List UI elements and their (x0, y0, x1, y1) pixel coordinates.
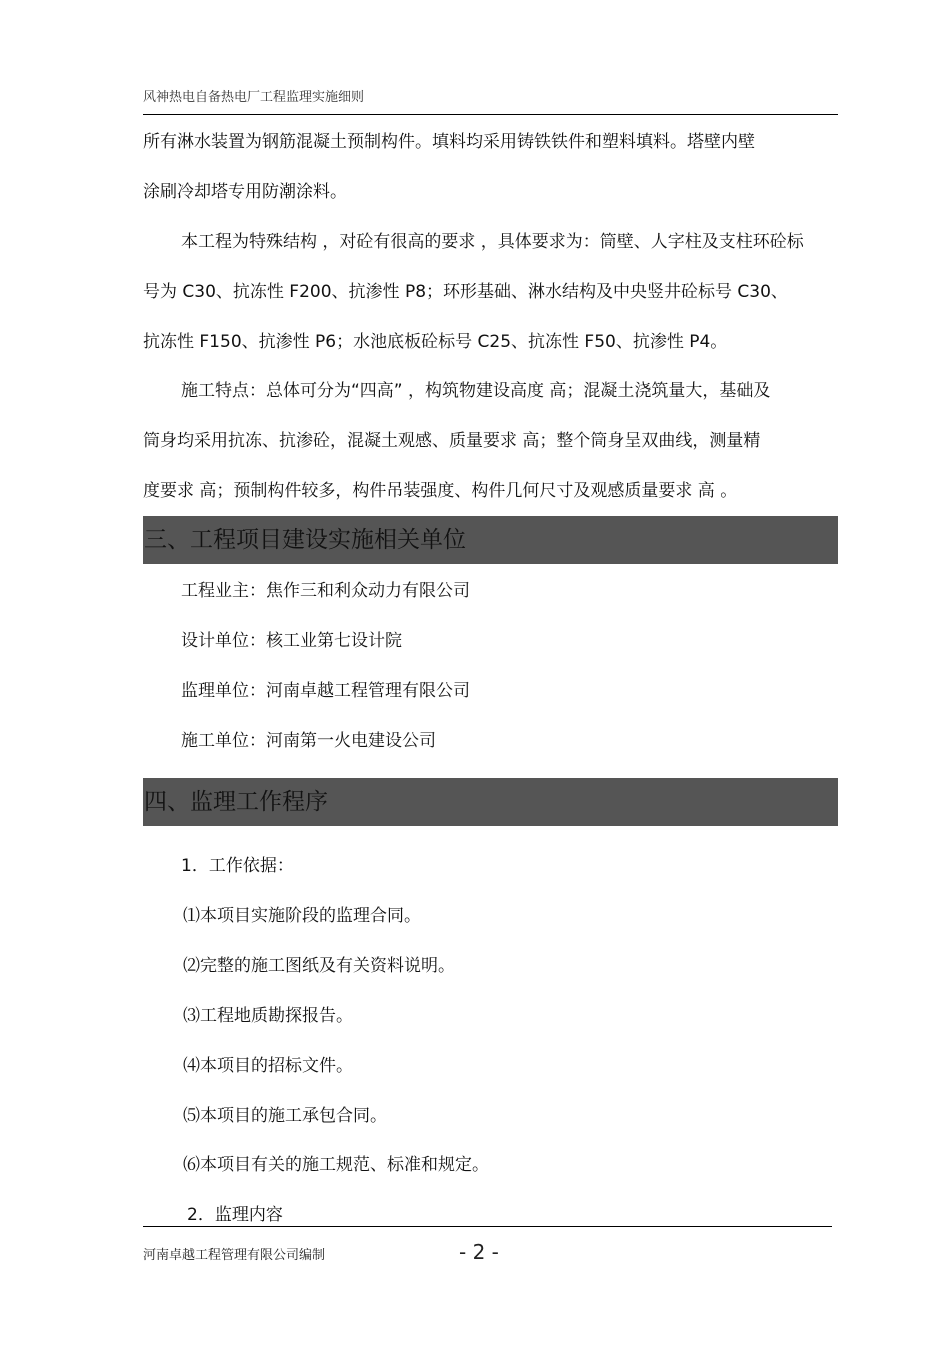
party-designer: 设计单位：核工业第七设计院 (181, 631, 402, 651)
intro-line-6: 施工特点：总体可分为“四高” ，构筑物建设高度 高；混凝土浇筑量大，基础及 (181, 381, 771, 401)
intro-line-4: 号为 C30、抗冻性 F200、抗渗性 P8；环形基础、淋水结构及中央竖井砼标号 C30、 (143, 282, 788, 302)
footer-divider (143, 1226, 832, 1227)
section-4-heading (143, 778, 838, 826)
section-3-heading (143, 516, 838, 564)
basis-item-5: ⑸本项目的施工承包合同。 (183, 1106, 387, 1126)
intro-line-5: 抗冻性 F150、抗渗性 P6；水池底板砼标号 C25、抗冻性 F50、抗渗性 P4。 (143, 332, 728, 352)
intro-line-8: 度要求 高；预制构件较多，构件吊装强度、构件几何尺寸及观感质量要求 高 。 (143, 481, 738, 501)
party-contractor: 施工单位：河南第一火电建设公司 (181, 731, 436, 751)
basis-item-4: ⑷本项目的招标文件。 (183, 1056, 353, 1076)
intro-line-1: 所有淋水装置为钢筋混凝土预制构件。填料均采用铸铁铁件和塑料填料。塔壁内壁 (143, 132, 755, 152)
party-owner: 工程业主：焦作三和利众动力有限公司 (181, 581, 470, 601)
basis-item-2: ⑵完整的施工图纸及有关资料说明。 (183, 956, 455, 976)
document-header-title: 风神热电自备热电厂工程监理实施细则 (143, 90, 365, 105)
section-3-title: 三、工程项目建设实施相关单位 (144, 527, 466, 553)
basis-item-6: ⑹本项目有关的施工规范、标准和规定。 (183, 1155, 489, 1175)
section-4-title: 四、监理工作程序 (144, 789, 328, 815)
page-number: - 2 - (459, 1240, 499, 1264)
intro-line-2: 涂刷冷却塔专用防潮涂料。 (143, 182, 347, 202)
subheading-supervision-content: 2．监理内容 (187, 1205, 283, 1225)
intro-line-3: 本工程为特殊结构 ，对砼有很高的要求 ，具体要求为：筒壁、人字柱及支柱环砼标 (181, 232, 804, 252)
party-supervisor: 监理单位：河南卓越工程管理有限公司 (181, 681, 470, 701)
footer-company: 河南卓越工程管理有限公司编制 (143, 1248, 326, 1263)
basis-item-1: ⑴本项目实施阶段的监理合同。 (183, 906, 421, 926)
basis-item-3: ⑶工程地质勘探报告。 (183, 1006, 353, 1026)
subheading-work-basis: 1．工作依据： (181, 856, 294, 876)
header-divider (143, 114, 838, 115)
intro-line-7: 筒身均采用抗冻、抗渗砼，混凝土观感、质量要求 高；整个筒身呈双曲线，测量精 (143, 431, 761, 451)
